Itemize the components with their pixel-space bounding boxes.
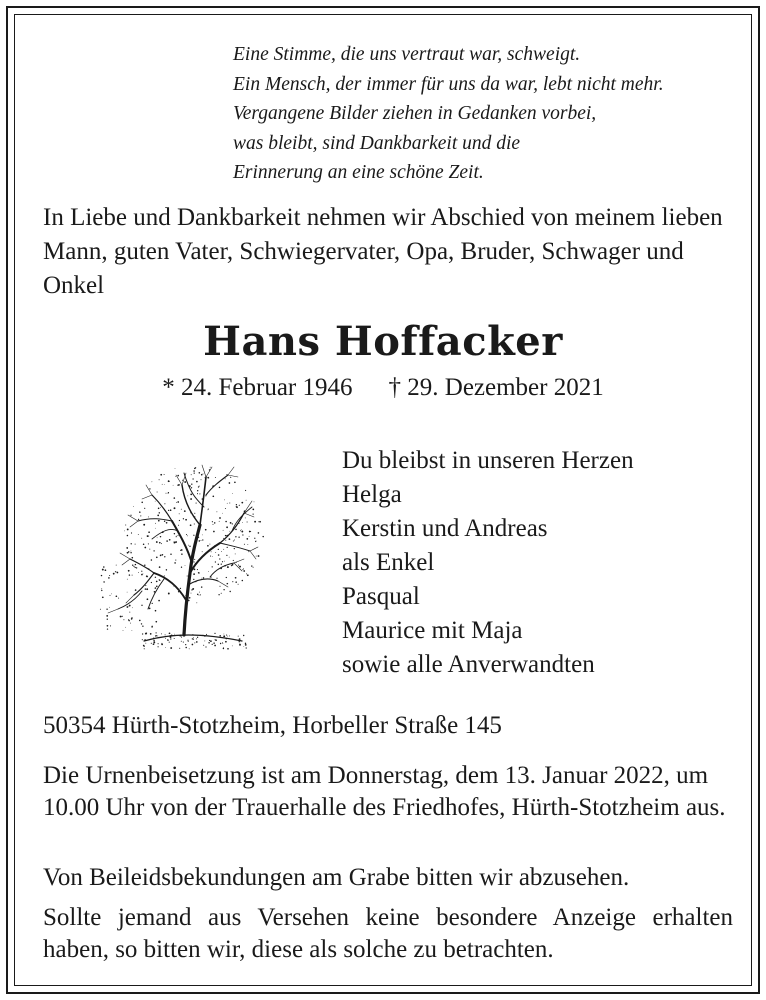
no-card-notice: Sollte jemand aus Versehen keine besondere Anzeige erhalten haben, so bitten wir, diese als solche zu betrachten.	[43, 904, 733, 963]
mourner-line: Du bleibst in unseren Herzen	[342, 447, 634, 474]
mourner-line: Pasqual	[342, 583, 420, 610]
mourner-line: als Enkel	[342, 549, 435, 576]
family-address: 50354 Hürth-Stotzheim, Horbeller Straße 145	[43, 712, 502, 739]
mourner-line: sowie alle Anverwandten	[342, 651, 595, 678]
condolence-notice: Von Beileidsbekundungen am Grabe bitten wir abzusehen.	[43, 864, 630, 891]
birth-date: * 24. Februar 1946	[162, 374, 353, 401]
mourners-list	[342, 444, 634, 682]
poem-line: was bleibt, sind Dankbarkeit und die	[233, 132, 521, 154]
death-date: † 29. Dezember 2021	[388, 374, 604, 401]
mourner-line: Helga	[342, 481, 402, 508]
poem	[233, 40, 664, 188]
poem-line: Erinnerung an eine schöne Zeit.	[233, 162, 484, 183]
burial-notice: Die Urnenbeisetzung ist am Donnerstag, dem 13. Januar 2022, um 10.00 Uhr von der Trauerhalle des Friedhofes, Hürth-Stotzheim aus.	[43, 762, 726, 821]
mourner-line: Maurice mit Maja	[342, 617, 523, 644]
tree-illustration-icon	[92, 455, 267, 670]
mourner-line: Kerstin und Andreas	[342, 515, 548, 542]
deceased-name: Hans Hoffacker	[203, 318, 563, 365]
poem-line: Vergangene Bilder ziehen in Gedanken vorbei,	[233, 103, 597, 124]
poem-line: Eine Stimme, die uns vertraut war, schweigt.	[233, 44, 581, 65]
poem-line: Ein Mensch, der immer für uns da war, lebt nicht mehr.	[233, 73, 664, 95]
life-dates	[0, 374, 766, 402]
farewell-intro: In Liebe und Dankbarkeit nehmen wir Abschied von meinem lieben Mann, guten Vater, Schwiegervater, Opa, Bruder, Schwager und Onkel	[43, 204, 723, 299]
